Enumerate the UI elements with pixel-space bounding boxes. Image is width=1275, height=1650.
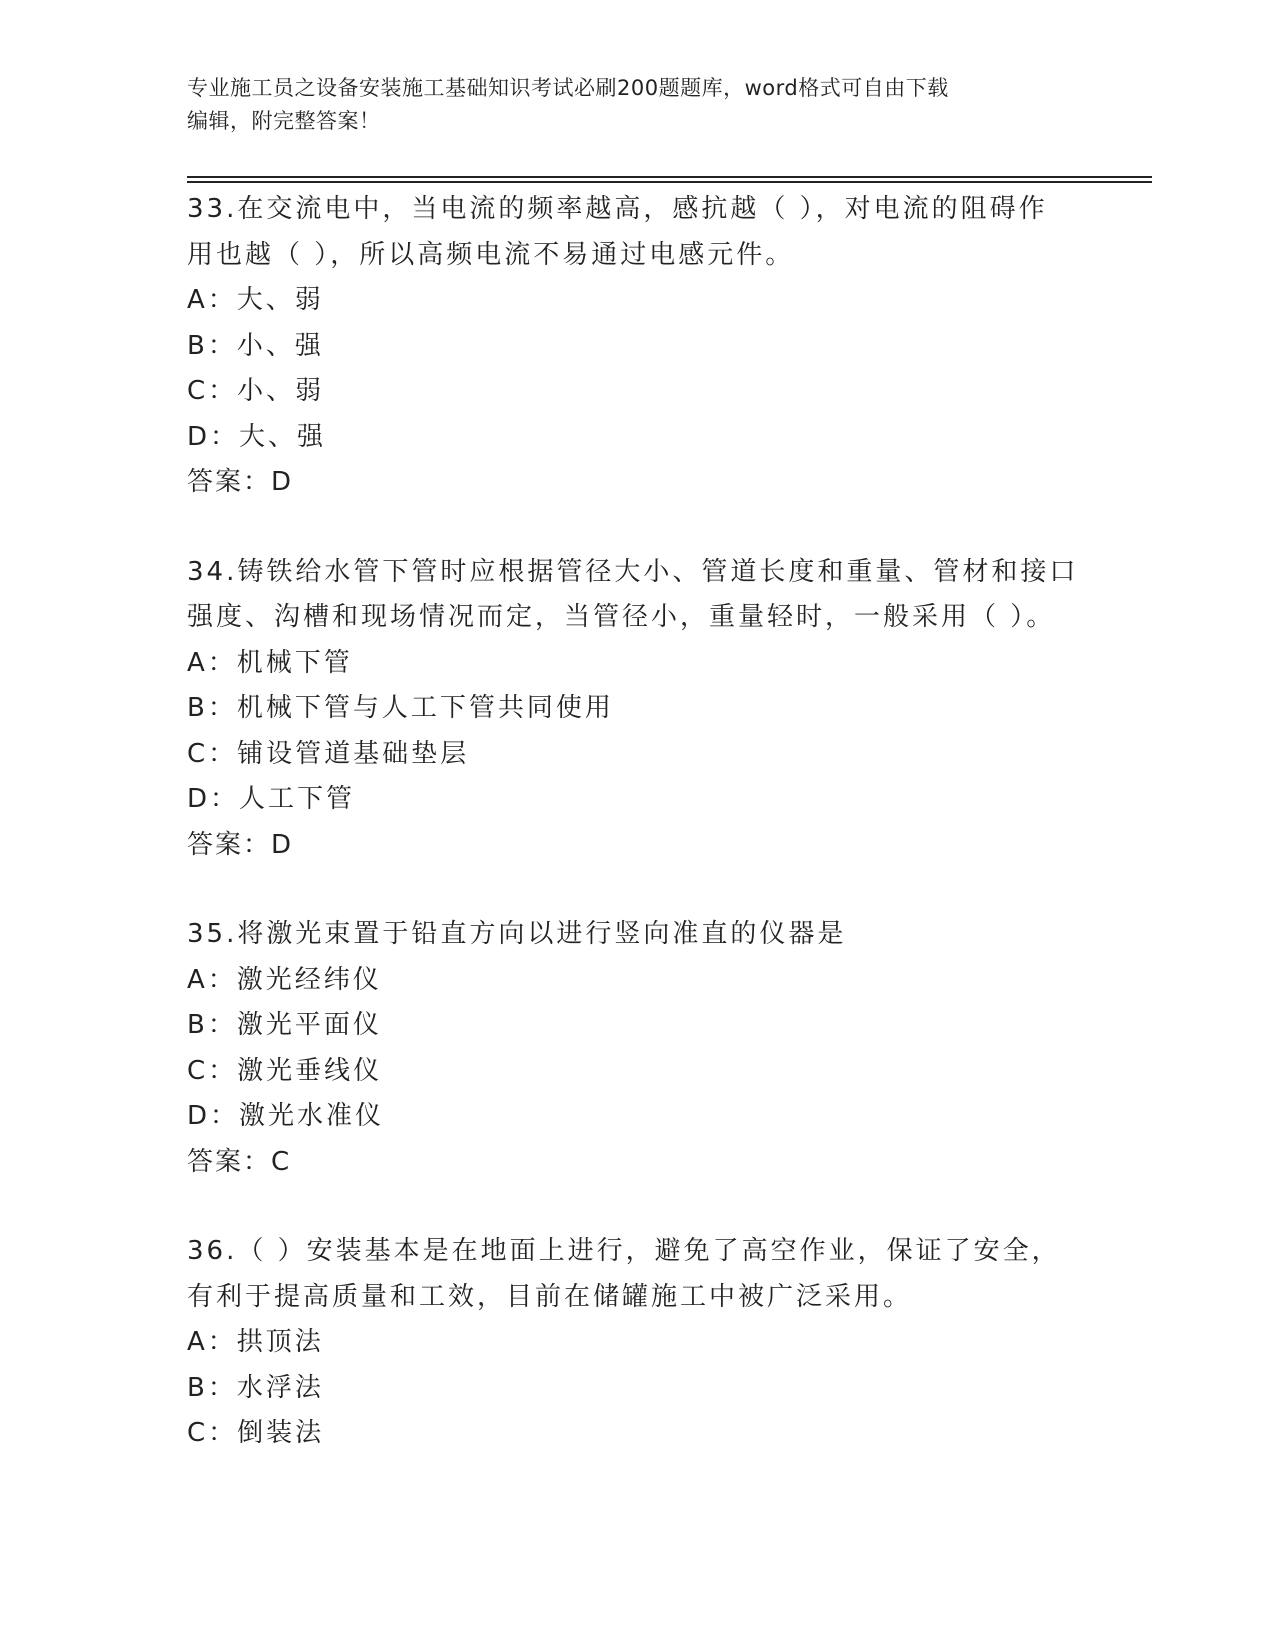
question-stem: 36.（ ）安装基本是在地面上进行，避免了高空作业，保证了安全， [187, 1236, 1061, 1266]
question-36 [187, 1229, 1087, 1457]
option-c: C：倒装法 [187, 1418, 325, 1448]
question-stem: 用也越（ ），所以高频电流不易通过电感元件。 [187, 239, 795, 270]
answer: 答案：C [187, 1146, 292, 1177]
answer: 答案：D [187, 467, 294, 497]
answer: 答案：D [187, 829, 294, 860]
option-a: A：机械下管 [187, 647, 353, 678]
header-line-2: 编辑，附完整答案！ [187, 109, 381, 133]
option-a: A：激光经纬仪 [187, 964, 382, 995]
question-34 [187, 550, 1087, 869]
option-b: B：激光平面仪 [187, 1010, 382, 1040]
option-a: A：拱顶法 [187, 1327, 324, 1357]
option-c: C：小、弱 [187, 376, 325, 406]
header-divider-bottom [187, 181, 1152, 183]
option-b: B：水浮法 [187, 1372, 324, 1403]
question-stem: 35.将激光束置于铅直方向以进行竖向准直的仪器是 [187, 919, 847, 949]
option-d: D：大、强 [187, 421, 327, 452]
option-b: B：机械下管与人工下管共同使用 [187, 693, 614, 723]
question-stem: 33.在交流电中，当电流的频率越高，感抗越（ ），对电流的阻碍作 [187, 194, 1048, 224]
question-33 [187, 187, 1087, 506]
header-line-1: 专业施工员之设备安装施工基础知识考试必刷200题题库，word格式可自由下载 [187, 76, 949, 100]
question-stem: 34.铸铁给水管下管时应根据管径大小、管道长度和重量、管材和接口 [187, 556, 1079, 587]
option-a: A：大、弱 [187, 285, 324, 315]
question-list [187, 187, 1087, 1501]
option-d: D：人工下管 [187, 784, 356, 814]
option-c: C：铺设管道基础垫层 [187, 738, 470, 769]
option-c: C：激光垂线仪 [187, 1055, 383, 1086]
option-b: B：小、强 [187, 330, 324, 361]
document-header [187, 72, 1067, 138]
question-stem: 强度、沟槽和现场情况而定，当管径小，重量轻时，一般采用（ ）。 [187, 602, 1056, 632]
question-stem: 有利于提高质量和工效，目前在储罐施工中被广泛采用。 [187, 1281, 913, 1312]
option-d: D：激光水准仪 [187, 1101, 385, 1131]
header-divider-top [187, 176, 1152, 178]
question-35 [187, 912, 1087, 1185]
